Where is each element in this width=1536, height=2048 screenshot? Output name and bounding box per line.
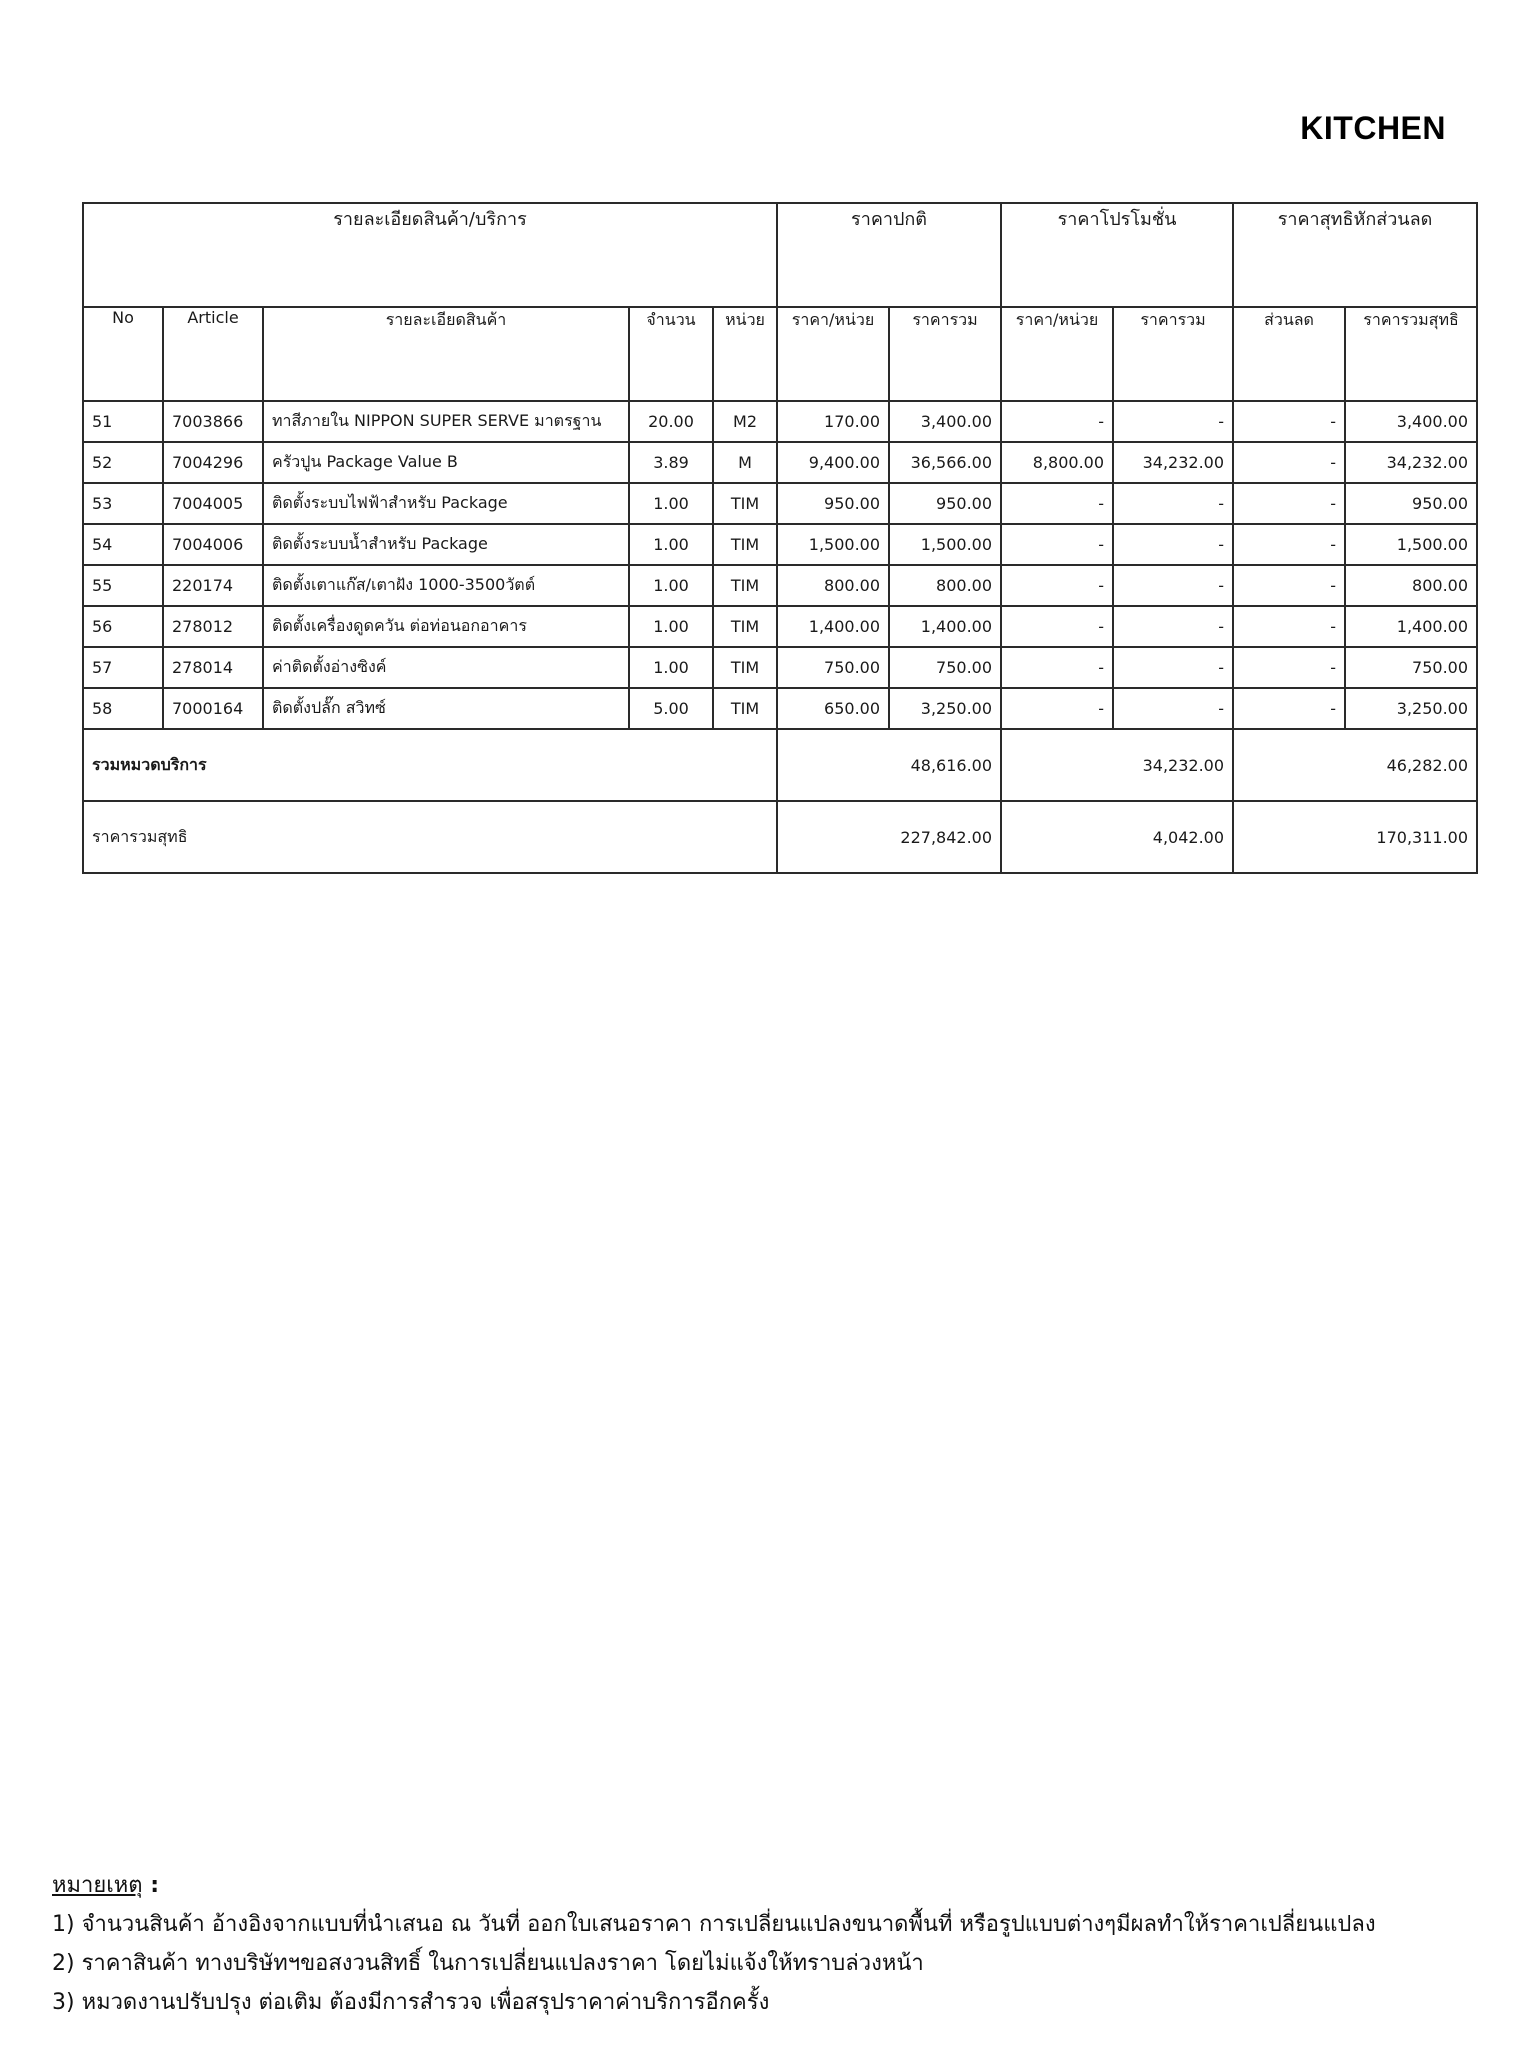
col-qty: จำนวน <box>629 307 713 401</box>
cell-article: 278012 <box>163 606 263 647</box>
cell-normal-unit: 1,500.00 <box>777 524 889 565</box>
cell-net-total: 750.00 <box>1345 647 1477 688</box>
cell-net-total: 950.00 <box>1345 483 1477 524</box>
category-total-net: 46,282.00 <box>1233 729 1477 801</box>
cell-unit: M <box>713 442 777 483</box>
cell-net-total: 800.00 <box>1345 565 1477 606</box>
cell-unit: TIM <box>713 524 777 565</box>
cell-discount: - <box>1233 688 1345 729</box>
category-total-normal: 48,616.00 <box>777 729 1001 801</box>
col-promo-unit: ราคา/หน่วย <box>1001 307 1113 401</box>
group-header-promo: ราคาโปรโมชั่น <box>1001 203 1233 307</box>
grand-total-normal: 227,842.00 <box>777 801 1001 873</box>
cell-no: 56 <box>83 606 163 647</box>
grand-total-row <box>83 801 1477 873</box>
cell-discount: - <box>1233 401 1345 442</box>
notes-heading: หมายเหตุ <box>52 1873 143 1898</box>
table-row <box>83 565 1477 606</box>
grand-total-net: 170,311.00 <box>1233 801 1477 873</box>
category-total-promo: 34,232.00 <box>1001 729 1233 801</box>
cell-no: 58 <box>83 688 163 729</box>
cell-article: 220174 <box>163 565 263 606</box>
cell-promo-total: - <box>1113 606 1233 647</box>
cell-net-total: 3,250.00 <box>1345 688 1477 729</box>
cell-normal-total: 36,566.00 <box>889 442 1001 483</box>
cell-discount: - <box>1233 524 1345 565</box>
col-unit: หน่วย <box>713 307 777 401</box>
cell-unit: TIM <box>713 483 777 524</box>
cell-desc: ติดตั้งเครื่องดูดควัน ต่อท่อนอกอาคาร <box>263 606 629 647</box>
cell-normal-unit: 750.00 <box>777 647 889 688</box>
cell-qty: 20.00 <box>629 401 713 442</box>
table-row <box>83 483 1477 524</box>
table-row <box>83 606 1477 647</box>
group-header-row <box>83 203 1477 307</box>
table-body <box>83 401 1477 729</box>
cell-normal-total: 1,500.00 <box>889 524 1001 565</box>
cell-unit: TIM <box>713 688 777 729</box>
group-header-net: ราคาสุทธิหักส่วนลด <box>1233 203 1477 307</box>
cell-normal-unit: 650.00 <box>777 688 889 729</box>
cell-normal-total: 950.00 <box>889 483 1001 524</box>
cell-no: 53 <box>83 483 163 524</box>
cell-discount: - <box>1233 647 1345 688</box>
cell-qty: 1.00 <box>629 524 713 565</box>
cell-normal-total: 1,400.00 <box>889 606 1001 647</box>
col-discount: ส่วนลด <box>1233 307 1345 401</box>
cell-article: 7000164 <box>163 688 263 729</box>
col-net-total: ราคารวมสุทธิ <box>1345 307 1477 401</box>
cell-promo-unit: - <box>1001 565 1113 606</box>
notes-section <box>52 1866 1376 2022</box>
col-no: No <box>83 307 163 401</box>
table-row <box>83 647 1477 688</box>
cell-discount: - <box>1233 606 1345 647</box>
column-header-row <box>83 307 1477 401</box>
col-desc: รายละเอียดสินค้า <box>263 307 629 401</box>
cell-promo-unit: - <box>1001 688 1113 729</box>
cell-desc: ติดตั้งปลั๊ก สวิทซ์ <box>263 688 629 729</box>
category-total-row <box>83 729 1477 801</box>
note-line-1: 1) จำนวนสินค้า อ้างอิงจากแบบที่นำเสนอ ณ วันที่ ออกใบเสนอราคา การเปลี่ยนแปลงขนาดพื้นที่ หรือรูปแบบต่างๆมีผลทำให้ราคาเปลี่ยนแปลง <box>52 1912 1376 1937</box>
cell-article: 7004006 <box>163 524 263 565</box>
cell-net-total: 1,400.00 <box>1345 606 1477 647</box>
group-header-normal: ราคาปกติ <box>777 203 1001 307</box>
cell-discount: - <box>1233 565 1345 606</box>
cell-unit: M2 <box>713 401 777 442</box>
cell-desc: ครัวปูน Package Value B <box>263 442 629 483</box>
cell-qty: 1.00 <box>629 647 713 688</box>
cell-unit: TIM <box>713 606 777 647</box>
cell-promo-unit: - <box>1001 606 1113 647</box>
cell-promo-unit: 8,800.00 <box>1001 442 1113 483</box>
cell-article: 7004005 <box>163 483 263 524</box>
cell-article: 278014 <box>163 647 263 688</box>
grand-total-label: ราคารวมสุทธิ <box>83 801 777 873</box>
cell-normal-unit: 170.00 <box>777 401 889 442</box>
table-row <box>83 401 1477 442</box>
cell-article: 7003866 <box>163 401 263 442</box>
cell-promo-total: 34,232.00 <box>1113 442 1233 483</box>
cell-promo-unit: - <box>1001 401 1113 442</box>
notes-heading-line <box>52 1866 1376 1905</box>
cell-no: 52 <box>83 442 163 483</box>
cell-qty: 5.00 <box>629 688 713 729</box>
cell-normal-total: 3,400.00 <box>889 401 1001 442</box>
page-title: KITCHEN <box>1300 110 1446 146</box>
notes-colon: : <box>142 1873 160 1898</box>
cell-promo-total: - <box>1113 647 1233 688</box>
note-line-2: 2) ราคาสินค้า ทางบริษัทฯขอสงวนสิทธิ์ ในการเปลี่ยนแปลงราคา โดยไม่แจ้งให้ทราบล่วงหน้า <box>52 1951 924 1976</box>
cell-normal-unit: 1,400.00 <box>777 606 889 647</box>
cell-desc: ติดตั้งเตาแก๊ส/เตาฝัง 1000-3500วัตต์ <box>263 565 629 606</box>
cell-no: 51 <box>83 401 163 442</box>
cell-unit: TIM <box>713 647 777 688</box>
cell-desc: ติดตั้งระบบน้ำสำหรับ Package <box>263 524 629 565</box>
cell-discount: - <box>1233 442 1345 483</box>
cell-unit: TIM <box>713 565 777 606</box>
quotation-table <box>82 202 1478 874</box>
cell-discount: - <box>1233 483 1345 524</box>
category-total-label: รวมหมวดบริการ <box>83 729 777 801</box>
col-article: Article <box>163 307 263 401</box>
cell-qty: 1.00 <box>629 565 713 606</box>
cell-normal-total: 800.00 <box>889 565 1001 606</box>
cell-net-total: 1,500.00 <box>1345 524 1477 565</box>
cell-normal-unit: 950.00 <box>777 483 889 524</box>
col-promo-total: ราคารวม <box>1113 307 1233 401</box>
cell-article: 7004296 <box>163 442 263 483</box>
note-line-3: 3) หมวดงานปรับปรุง ต่อเติม ต้องมีการสำรวจ เพื่อสรุปราคาค่าบริการอีกครั้ง <box>52 1990 770 2015</box>
cell-promo-total: - <box>1113 688 1233 729</box>
cell-promo-total: - <box>1113 524 1233 565</box>
col-normal-total: ราคารวม <box>889 307 1001 401</box>
cell-net-total: 34,232.00 <box>1345 442 1477 483</box>
cell-promo-unit: - <box>1001 483 1113 524</box>
cell-normal-unit: 800.00 <box>777 565 889 606</box>
cell-normal-unit: 9,400.00 <box>777 442 889 483</box>
table-row <box>83 442 1477 483</box>
cell-normal-total: 3,250.00 <box>889 688 1001 729</box>
cell-desc: ติดตั้งระบบไฟฟ้าสำหรับ Package <box>263 483 629 524</box>
col-normal-unit: ราคา/หน่วย <box>777 307 889 401</box>
cell-qty: 3.89 <box>629 442 713 483</box>
cell-promo-total: - <box>1113 401 1233 442</box>
cell-normal-total: 750.00 <box>889 647 1001 688</box>
group-header-details: รายละเอียดสินค้า/บริการ <box>83 203 777 307</box>
cell-promo-total: - <box>1113 565 1233 606</box>
cell-promo-total: - <box>1113 483 1233 524</box>
table-row <box>83 688 1477 729</box>
cell-desc: ค่าติดตั้งอ่างซิงค์ <box>263 647 629 688</box>
table-row <box>83 524 1477 565</box>
cell-net-total: 3,400.00 <box>1345 401 1477 442</box>
grand-total-promo: 4,042.00 <box>1001 801 1233 873</box>
cell-qty: 1.00 <box>629 606 713 647</box>
cell-desc: ทาสีภายใน NIPPON SUPER SERVE มาตรฐาน <box>263 401 629 442</box>
cell-no: 54 <box>83 524 163 565</box>
cell-no: 57 <box>83 647 163 688</box>
cell-qty: 1.00 <box>629 483 713 524</box>
cell-no: 55 <box>83 565 163 606</box>
cell-promo-unit: - <box>1001 647 1113 688</box>
cell-promo-unit: - <box>1001 524 1113 565</box>
